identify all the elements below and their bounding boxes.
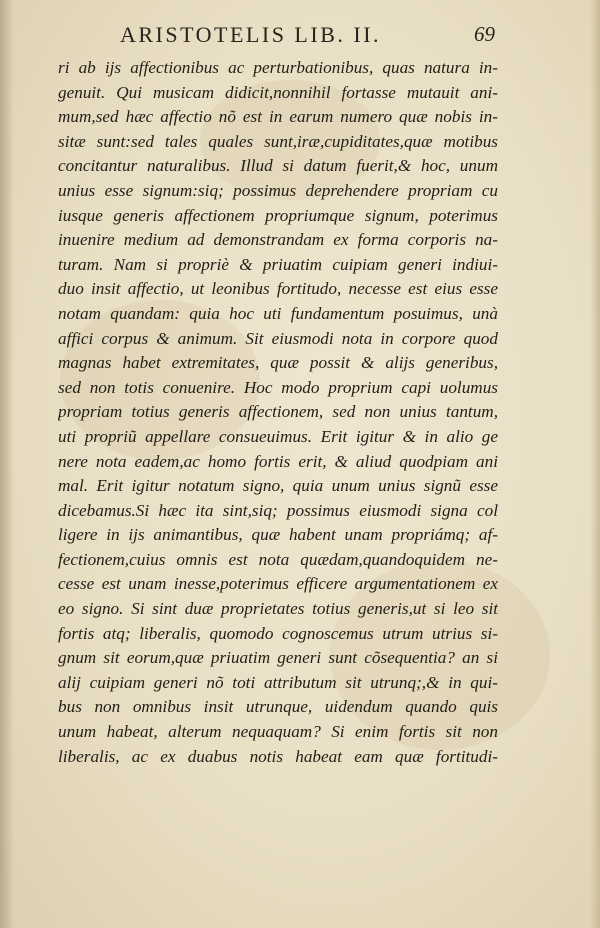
text-line: concitantur naturalibus. Illud si datum fuerit,& hoc, unum bbox=[58, 156, 498, 176]
text-line: turam. Nam si propriè & priuatim cuipiam generi indiui- bbox=[58, 254, 498, 274]
text-line: iusque generis affectionem propriumque signum, poterimus bbox=[58, 205, 498, 225]
page-number: 69 bbox=[474, 22, 495, 46]
text-line: unum habeat, alterum nequaquam? Si enim fortis sit non bbox=[58, 722, 498, 742]
text-line: ri ab ijs affectionibus ac perturbationibus, quas natura in- bbox=[58, 58, 498, 77]
text-line: dicebamus.Si hæc ita sint,siq; possimus eiusmodi signa col bbox=[58, 500, 498, 520]
text-line: mal. Erit igitur notatum signo, quia unum unius signũ esse bbox=[58, 476, 498, 496]
text-line: propriam totius generis affectionem, sed non unius tantum, bbox=[58, 402, 498, 422]
text-line: nere nota eadem,ac homo fortis erit, & aliud quodpiam ani bbox=[58, 451, 498, 471]
text-line: ligere in ijs animantibus, quæ habent unam propriámq; af- bbox=[58, 525, 498, 545]
text-line: notam quandam: quia hoc uti fundamentum posuimus, unà bbox=[58, 303, 498, 323]
text-line: bus non omnibus insit utrunque, uidendum quando quis bbox=[58, 697, 498, 717]
text-line: liberalis, ac ex duabus notis habeat eam quæ fortitudi- bbox=[58, 746, 498, 766]
text-line: sed non totis conuenire. Hoc modo proprium capi uolumus bbox=[58, 377, 498, 397]
text-line: sitæ sunt:sed tales quales sunt,iræ,cupiditates,quæ motibus bbox=[58, 131, 498, 151]
text-line: mum,sed hæc affectio nõ est in earum numero quæ nobis in- bbox=[58, 107, 498, 127]
text-line: affici corpus & animum. Sit eiusmodi nota in corpore quod bbox=[58, 328, 498, 348]
text-line: magnas habet extremitates, quæ possit & alijs generibus, bbox=[58, 353, 498, 373]
running-head: ARISTOTELIS LIB. II. bbox=[120, 22, 382, 47]
text-line: inuenire medium ad demonstrandam ex forma corporis na- bbox=[58, 230, 498, 250]
text-line: duo insit affectio, ut leonibus fortitudo, necesse est eius esse bbox=[58, 279, 498, 299]
text-line: uti propriũ appellare consueuimus. Erit igitur & in alio ge bbox=[58, 426, 498, 446]
text-line: cesse est unam inesse,poterimus efficere argumentationem ex bbox=[58, 574, 498, 594]
text-line: fectionem,cuius omnis est nota quædam,quandoquidem ne- bbox=[58, 549, 498, 569]
text-line: fortis atq; liberalis, quomodo cognoscemus utrum utrius si- bbox=[58, 623, 498, 643]
body-text bbox=[58, 56, 498, 769]
text-line: unius esse signum:siq; possimus deprehendere propriam cu bbox=[58, 180, 498, 200]
text-line: alij cuipiam generi nõ toti attributum sit utrunq;,& in qui- bbox=[58, 672, 498, 692]
text-line: gnum sit eorum,quæ priuatim generi sunt cõsequentia? an si bbox=[58, 648, 498, 668]
text-line: eo signo. Si sint duæ proprietates totius generis,ut si leo sit bbox=[58, 599, 498, 619]
text-line: genuit. Qui musicam didicit,nonnihil fortasse mutauit ani- bbox=[58, 82, 498, 102]
page-header bbox=[0, 22, 600, 50]
